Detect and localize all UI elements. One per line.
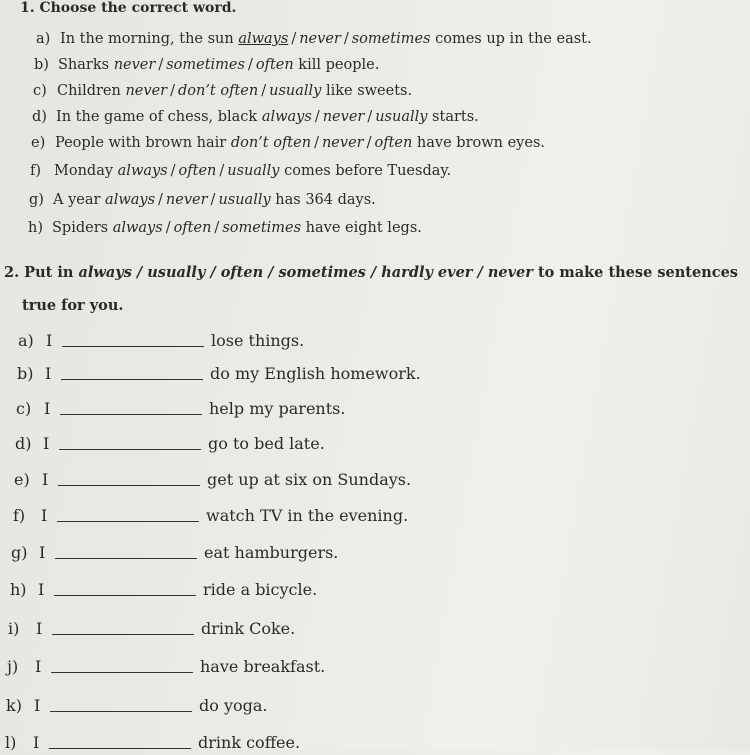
- item-text-before: Sharks: [58, 57, 114, 73]
- item-option[interactable]: never: [113, 57, 156, 73]
- item-option[interactable]: always: [238, 31, 289, 47]
- item-letter: e): [31, 135, 46, 151]
- item-option[interactable]: never: [322, 109, 365, 125]
- option-separator: /: [158, 192, 163, 208]
- item-option[interactable]: never: [125, 83, 168, 99]
- exercise2-item: [13, 506, 473, 528]
- item-subject: I: [39, 543, 46, 562]
- item-subject: I: [42, 470, 49, 489]
- item-text-after: eat hamburgers.: [204, 543, 339, 562]
- item-letter: f): [13, 506, 26, 525]
- item-subject: I: [38, 580, 45, 599]
- item-option[interactable]: often: [173, 220, 212, 236]
- option-separator: /: [291, 31, 297, 47]
- option-separator: /: [261, 83, 267, 99]
- item-letter: b): [17, 364, 34, 383]
- item-text-before: Spiders: [52, 220, 113, 236]
- item-option[interactable]: sometimes: [222, 220, 302, 236]
- item-option[interactable]: never: [321, 135, 364, 151]
- item-text-after: have eight legs.: [301, 220, 422, 236]
- exercise2-heading-words: always / usually / often / sometimes / hardly ever / never: [78, 264, 533, 281]
- item-option[interactable]: always: [112, 220, 163, 236]
- item-subject: I: [41, 506, 48, 525]
- item-option[interactable]: usually: [375, 109, 428, 125]
- exercise2-item: [8, 619, 468, 641]
- exercise1-item: [32, 109, 479, 125]
- item-letter: g): [29, 192, 44, 208]
- item-text-after: do my English homework.: [210, 364, 421, 383]
- answer-blank[interactable]: [55, 558, 197, 559]
- item-option[interactable]: don’t often: [177, 83, 259, 99]
- item-option[interactable]: don’t often: [230, 135, 312, 151]
- exercise1-item: [28, 220, 422, 236]
- item-text-after: kill people.: [293, 57, 380, 73]
- item-letter: h): [10, 580, 27, 599]
- option-separator: /: [210, 192, 216, 208]
- option-separator: /: [158, 57, 164, 73]
- item-option[interactable]: often: [374, 135, 413, 151]
- exercise2-item: [16, 399, 476, 421]
- item-option[interactable]: never: [165, 192, 208, 208]
- item-text-after: do yoga.: [199, 696, 268, 715]
- item-letter: j): [7, 657, 19, 676]
- item-option[interactable]: always: [261, 109, 312, 125]
- item-text-after: help my parents.: [209, 399, 346, 418]
- item-text-after: like sweets.: [321, 83, 413, 99]
- item-option[interactable]: usually: [227, 163, 280, 179]
- item-option[interactable]: usually: [218, 192, 271, 208]
- item-subject: I: [44, 399, 51, 418]
- option-separator: /: [314, 135, 319, 151]
- exercise1-item: [31, 135, 545, 151]
- item-text-after: have brown eyes.: [412, 135, 545, 151]
- item-letter: k): [6, 696, 22, 715]
- item-text-after: comes before Tuesday.: [279, 163, 452, 179]
- exercise2-item: [10, 580, 470, 602]
- item-option[interactable]: always: [105, 192, 156, 208]
- option-separator: /: [170, 83, 175, 99]
- item-text-before: A year: [53, 192, 106, 208]
- exercise1-item: [30, 163, 451, 179]
- answer-blank[interactable]: [54, 595, 196, 596]
- exercise2-item: [15, 434, 475, 456]
- item-subject: I: [46, 331, 53, 350]
- item-text-before: Children: [57, 83, 126, 99]
- exercise2-heading-suffix: to make these sentences: [537, 264, 738, 281]
- item-option[interactable]: sometimes: [351, 31, 431, 47]
- exercise2-heading-line2: true for you.: [22, 297, 124, 314]
- item-text-after: comes up in the east.: [430, 31, 592, 47]
- option-separator: /: [366, 135, 372, 151]
- exercise1-item: [33, 83, 412, 99]
- exercise2-item: [5, 733, 465, 755]
- option-separator: /: [314, 109, 320, 125]
- item-letter: d): [32, 109, 47, 125]
- item-text-before: In the morning, the sun: [60, 31, 239, 47]
- exercise2-item: [11, 543, 471, 565]
- answer-blank[interactable]: [61, 379, 203, 380]
- exercise2-item: [14, 470, 474, 492]
- item-text-after: go to bed late.: [208, 434, 325, 453]
- item-text-after: lose things.: [211, 331, 305, 350]
- item-text-before: People with brown hair: [55, 135, 231, 151]
- item-option[interactable]: always: [117, 163, 168, 179]
- item-letter: c): [33, 83, 47, 99]
- item-subject: I: [36, 619, 43, 638]
- answer-blank[interactable]: [57, 521, 199, 522]
- item-option[interactable]: often: [255, 57, 294, 73]
- item-option[interactable]: often: [178, 163, 217, 179]
- item-option[interactable]: sometimes: [166, 57, 245, 73]
- answer-blank[interactable]: [52, 634, 194, 635]
- answer-blank[interactable]: [62, 346, 204, 347]
- item-text-after: get up at six on Sundays.: [207, 470, 412, 489]
- item-letter: d): [15, 434, 32, 453]
- option-separator: /: [367, 109, 373, 125]
- item-text-after: have breakfast.: [200, 657, 326, 676]
- item-letter: f): [30, 163, 42, 179]
- item-subject: I: [33, 733, 40, 752]
- item-letter: h): [28, 220, 43, 236]
- item-option[interactable]: never: [299, 31, 341, 47]
- item-text-after: has 364 days.: [270, 192, 376, 208]
- exercise1-item: [34, 57, 379, 73]
- answer-blank[interactable]: [58, 485, 200, 486]
- item-letter: l): [5, 733, 17, 752]
- item-text-after: drink coffee.: [198, 733, 301, 752]
- answer-blank[interactable]: [59, 449, 201, 450]
- item-text-before: Monday: [54, 163, 118, 179]
- option-separator: /: [247, 57, 253, 73]
- item-subject: I: [34, 696, 41, 715]
- exercise1-heading: 1. Choose the correct word.: [20, 0, 237, 16]
- item-text-after: drink Coke.: [201, 619, 296, 638]
- exercise1-item: [29, 192, 376, 208]
- exercise2-item: [6, 696, 466, 718]
- item-letter: i): [8, 619, 20, 638]
- exercise2-item: [18, 331, 478, 353]
- item-text-after: watch TV in the evening.: [206, 506, 409, 525]
- option-separator: /: [343, 31, 349, 47]
- option-separator: /: [219, 163, 225, 179]
- item-letter: a): [36, 31, 51, 47]
- item-letter: a): [18, 331, 34, 350]
- item-letter: c): [16, 399, 32, 418]
- item-letter: g): [11, 543, 28, 562]
- exercise2-item: [7, 657, 467, 679]
- option-separator: /: [165, 220, 171, 236]
- answer-blank[interactable]: [49, 748, 191, 749]
- exercise2-heading-prefix: 2. Put in: [4, 264, 74, 281]
- exercise1-item: [36, 31, 592, 47]
- item-text-before: In the game of chess, black: [56, 109, 262, 125]
- option-separator: /: [214, 220, 220, 236]
- item-text-after: starts.: [427, 109, 479, 125]
- item-option[interactable]: usually: [269, 83, 322, 99]
- item-subject: I: [45, 364, 52, 383]
- item-subject: I: [35, 657, 42, 676]
- item-subject: I: [43, 434, 50, 453]
- item-text-after: ride a bicycle.: [203, 580, 318, 599]
- exercise2-item: [17, 364, 477, 386]
- option-separator: /: [170, 163, 176, 179]
- answer-blank[interactable]: [51, 672, 193, 673]
- item-letter: b): [34, 57, 49, 73]
- exercise2-heading: [4, 264, 738, 281]
- item-letter: e): [14, 470, 30, 489]
- answer-blank[interactable]: [50, 711, 192, 712]
- answer-blank[interactable]: [60, 414, 202, 415]
